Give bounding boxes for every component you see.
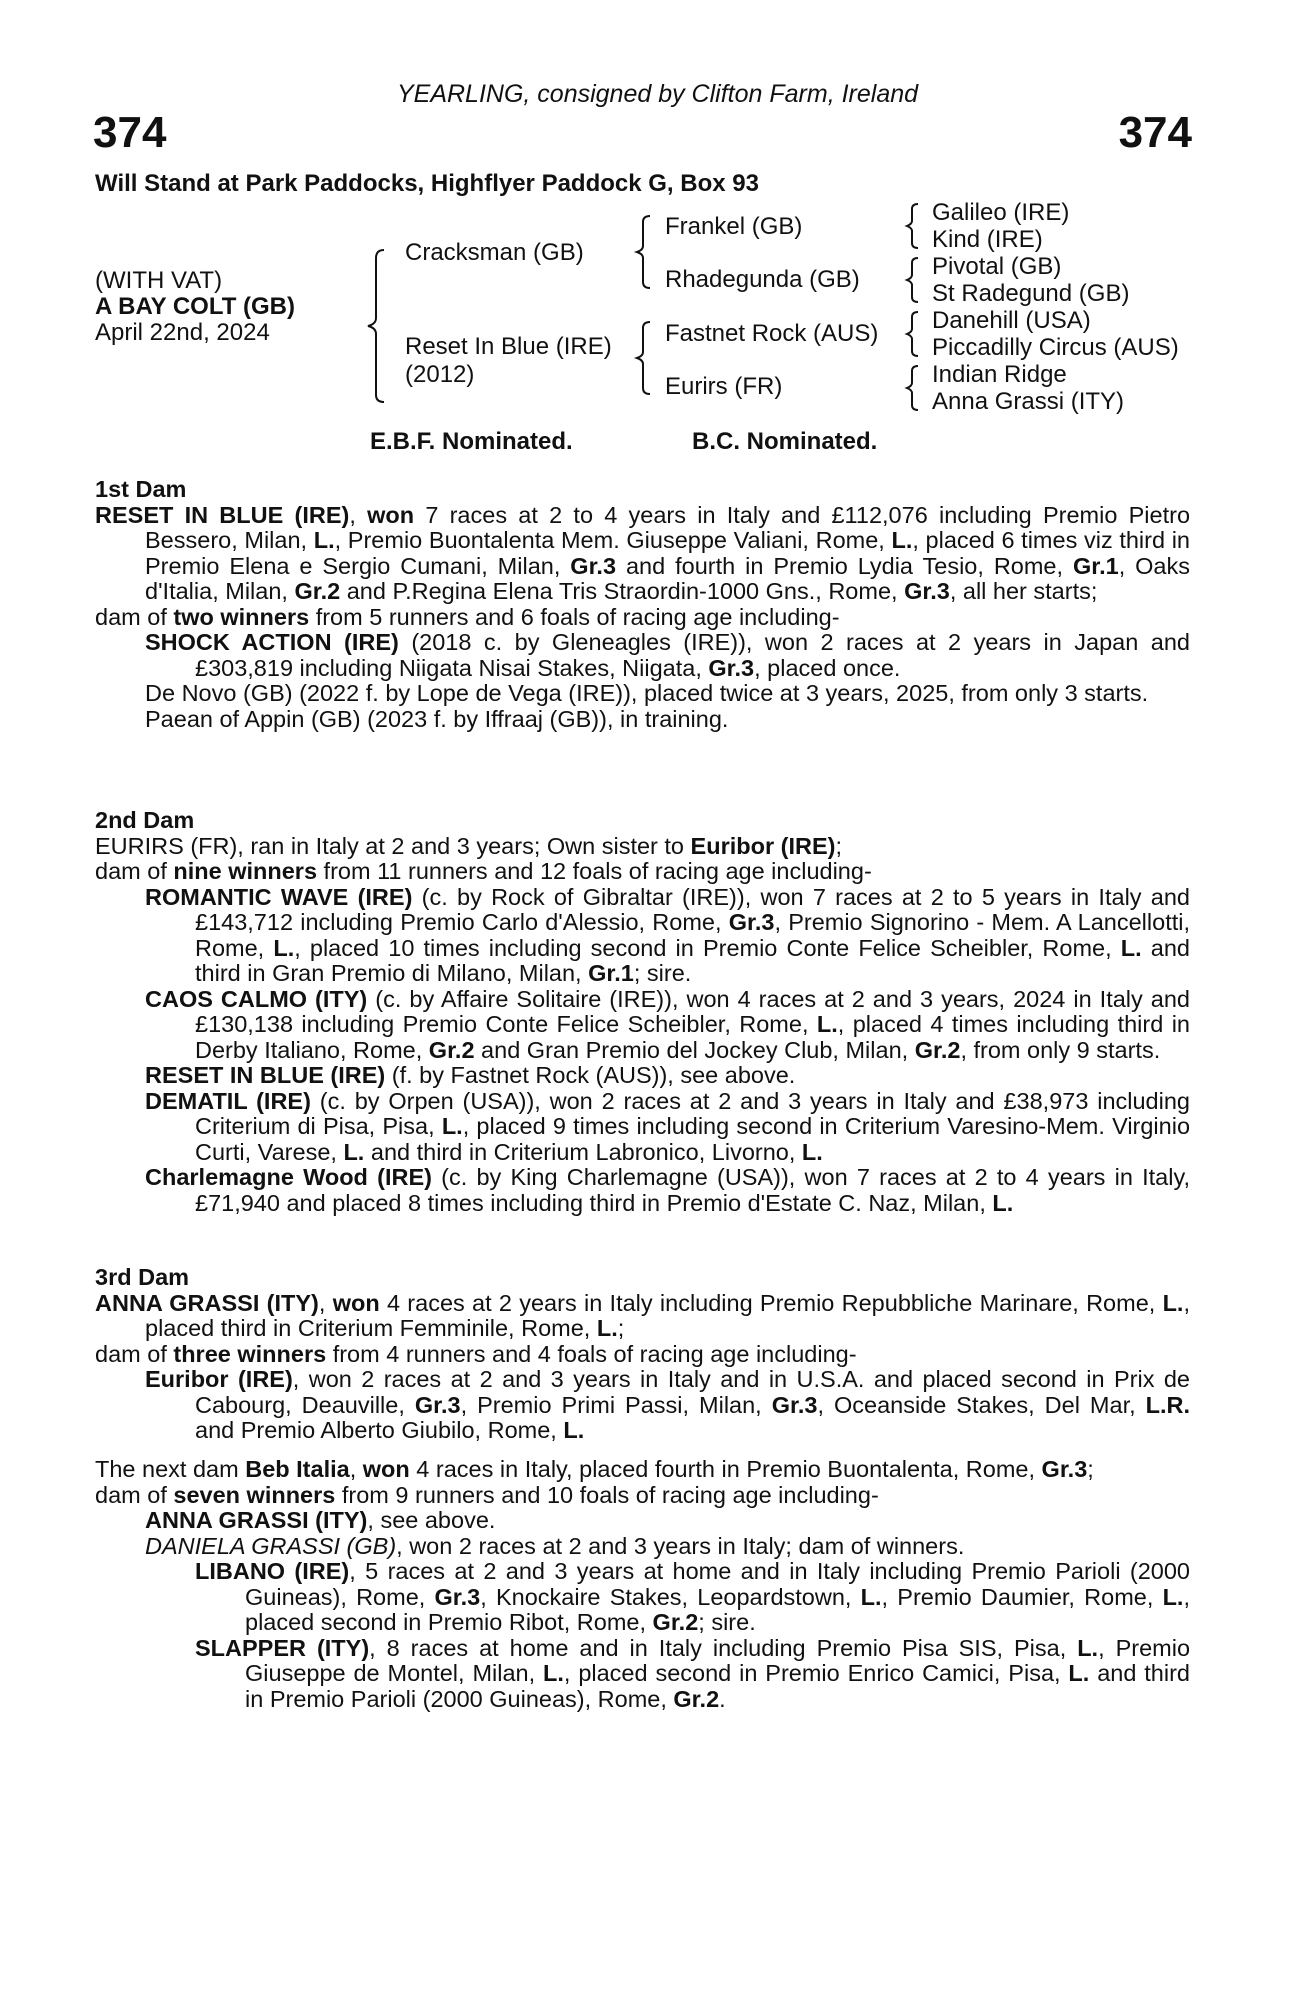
bracket-g1 [907,204,918,248]
sire-sire: Frankel (GB) [665,213,803,240]
produce-summary: dam of seven winners from 9 runners and 10 foals of racing age including- [95,1481,879,1508]
second-dam-section [95,808,1190,1216]
produce-entry: Paean of Appin (GB) (2023 f. by Iffraaj (GB)), in training. [145,705,729,732]
produce-entry: ROMANTIC WAVE (IRE) (c. by Rock of Gibraltar (IRE)), won 7 races at 2 to 5 years in Italy and £143,712 including Premio Carlo d'Alessio, Rome, Gr.3, Premio Signorino - Mem. A Lancellotti, Rome, L., placed 10 times including second in Premio Conte Felice Scheibler, Rome, L. and third in Gran Premio di Milano, Milan, Gr.1; sire. [145,883,1190,986]
produce-entry: DEMATIL (IRE) (c. by Orpen (USA)), won 2 races at 2 and 3 years in Italy and £38,973 including Criterium di Pisa, Pisa, L., placed 9 times including second in Criterium Varesino-Mem. Virginio Curti, Varese, L. and third in Criterium Labronico, Livorno, L. [145,1087,1191,1165]
grandsire-4: Indian Ridge [932,361,1067,388]
bracket-g2 [907,258,918,302]
bracket-g4 [907,366,918,410]
produce-entry: De Novo (GB) (2022 f. by Lope de Vega (IRE)), placed twice at 3 years, 2025, from only 3 starts. [145,680,1149,706]
produce-entry: DANIELA GRASSI (GB), won 2 races at 2 and 3 years in Italy; dam of winners. [145,1532,965,1559]
pedigree-brackets [0,0,1315,440]
produce-entry: Charlemagne Wood (IRE) (c. by King Charlemagne (USA)), won 7 races at 2 to 4 years in Italy, £71,940 and placed 8 times including third in Premio d'Estate C. Naz, Milan, L. [145,1164,1191,1216]
produce-summary: dam of nine winners from 11 runners and 12 foals of racing age including- [95,858,872,884]
dam-record: RESET IN BLUE (IRE), won 7 races at 2 to 4 years in Italy and £112,076 including Premio Pietro Bessero, Milan, L., Premio Buontalenta Mem. Giuseppe Valiani, Rome, L., placed 6 times viz third in Premio Elena e Sergio Cumani, Milan, Gr.3 and fourth in Premio Lydia Tesio, Rome, Gr.1, Oaks d'Italia, Milan, Gr.2 and P.Regina Elena Tris Straordin-1000 Gns., Rome, Gr.3, all her starts; [95,501,1191,604]
produce-summary: dam of three winners from 4 runners and 4 foals of racing age including- [95,1340,857,1367]
dam-sire: Fastnet Rock (AUS) [665,320,879,347]
horse-name: A BAY COLT (GB) [95,293,296,320]
produce-entry: SHOCK ACTION (IRE) (2018 c. by Gleneagles (IRE)), won 2 races at 2 years in Japan and £303,819 including Niigata Nisai Stakes, Niigata, Gr.3, placed once. [145,629,1190,681]
stand-location: Will Stand at Park Paddocks, Highflyer Paddock G, Box 93 [95,170,759,197]
section-heading: 2nd Dam [95,807,195,833]
ebf-nomination: E.B.F. Nominated. [370,428,573,455]
produce-entry: SLAPPER (ITY), 8 races at home and in Italy including Premio Pisa SIS, Pisa, L., Premio Giuseppe de Montel, Milan, L., placed second in Premio Enrico Camici, Pisa, L. and third in Premio Parioli (2000 Guineas), Rome, Gr.2. [195,1634,1191,1712]
section-heading: 3rd Dam [95,1264,190,1290]
bracket-main [368,250,384,402]
produce-entry: LIBANO (IRE), 5 races at 2 and 3 years at home and in Italy including Premio Parioli (2000 Guineas), Rome, Gr.3, Knockaire Stakes, Leopardstown, L., Premio Daumier, Rome, L., placed second in Premio Ribot, Rome, Gr.2; sire. [195,1558,1190,1635]
sire: Cracksman (GB) [405,239,584,266]
bracket-dam [637,322,650,394]
bc-nomination: B.C. Nominated. [692,428,878,455]
dam-record: The next dam Beb Italia, won 4 races in Italy, placed fourth in Premio Buontalenta, Rome, Gr.3; [95,1456,1094,1482]
sire-dam: Rhadegunda (GB) [665,266,860,293]
foaling-date: April 22nd, 2024 [95,319,270,346]
bracket-g3 [907,312,918,356]
section-heading: 1st Dam [95,476,187,502]
produce-summary: dam of two winners from 5 runners and 6 foals of racing age including- [95,603,840,630]
next-dam-section [95,1457,1190,1712]
lot-number-left: 374 [93,108,167,157]
produce-entry: ANNA GRASSI (ITY), see above. [145,1507,496,1533]
vat-note: (WITH VAT) [95,267,223,294]
consignment-header: YEARLING, consigned by Clifton Farm, Ireland [396,80,919,108]
dam-dam: Eurirs (FR) [665,373,783,400]
lot-number-right: 374 [1118,108,1192,157]
produce-entry: RESET IN BLUE (IRE) (f. by Fastnet Rock (AUS)), see above. [145,1062,796,1088]
granddam-1: Kind (IRE) [932,226,1043,253]
produce-entry: CAOS CALMO (ITY) (c. by Affaire Solitaire (IRE)), won 4 races at 2 and 3 years, 2024 in Italy and £130,138 including Premio Conte Felice Scheibler, Rome, L., placed 4 times including third in Derby Italiano, Rome, Gr.2 and Gran Premio del Jockey Club, Milan, Gr.2, from only 9 starts. [145,985,1190,1063]
bracket-sire [637,216,650,288]
granddam-3: Piccadilly Circus (AUS) [932,334,1179,361]
dam: Reset In Blue (IRE) [405,333,612,360]
dam-record: ANNA GRASSI (ITY), won 4 races at 2 years in Italy including Premio Repubbliche Marinare, Rome, L., placed third in Criterium Femminile, Rome, L.; [95,1289,1190,1341]
grandsire-3: Danehill (USA) [932,307,1091,334]
grandsire-2: Pivotal (GB) [932,253,1062,280]
dam-record: EURIRS (FR), ran in Italy at 2 and 3 years; Own sister to Euribor (IRE); [95,832,842,859]
first-dam-section [95,477,1190,732]
granddam-2: St Radegund (GB) [932,280,1130,307]
granddam-4: Anna Grassi (ITY) [932,388,1125,415]
dam-year: (2012) [405,361,475,388]
third-dam-section [95,1265,1190,1444]
grandsire-1: Galileo (IRE) [932,199,1070,226]
produce-entry: Euribor (IRE), won 2 races at 2 and 3 years in Italy and in U.S.A. and placed second in Prix de Cabourg, Deauville, Gr.3, Premio Primi Passi, Milan, Gr.3, Oceanside Stakes, Del Mar, L.R. and Premio Alberto Giubilo, Rome, L. [145,1366,1191,1443]
